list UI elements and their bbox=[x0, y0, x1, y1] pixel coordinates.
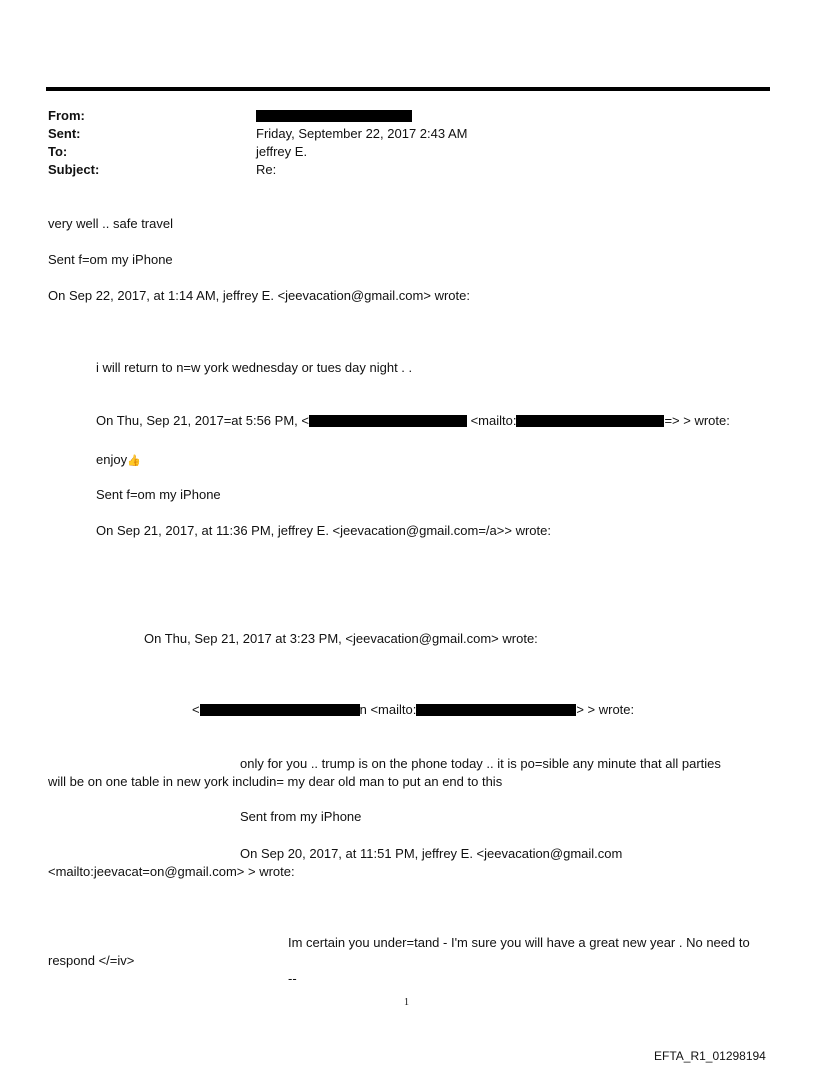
body-line: On Sep 22, 2017, at 1:14 AM, jeffrey E. <jeevacation@gmail.com> wrote: bbox=[48, 288, 470, 303]
quote-line: will be on one table in new york includin= my dear old man to put an end to this bbox=[48, 774, 503, 789]
quote-text: < bbox=[192, 702, 200, 717]
quote-text: <mailto: bbox=[466, 413, 517, 428]
quote-line bbox=[96, 452, 141, 469]
quote-text: enjoy bbox=[96, 452, 128, 467]
body-line: Sent f=om my iPhone bbox=[48, 252, 173, 267]
quote-line: <mailto:jeevacat=on@gmail.com> > wrote: bbox=[48, 864, 295, 879]
header-rule bbox=[46, 87, 770, 91]
quote-line: On Sep 21, 2017, at 11:36 PM, jeffrey E. <jeevacation@gmail.com=/a>> wrote: bbox=[96, 523, 551, 538]
quote-on-line bbox=[96, 413, 730, 429]
quote-text: > > wrote: bbox=[576, 702, 635, 717]
redaction-bar bbox=[309, 415, 467, 427]
quote-text: n bbox=[359, 702, 367, 717]
quote-line: i will return to n=w york wednesday or tues day night . . bbox=[96, 360, 413, 375]
to-value: jeffrey E. bbox=[256, 144, 308, 159]
from-value bbox=[256, 108, 412, 124]
quote-line: respond </=iv> bbox=[48, 953, 135, 968]
from-label: From: bbox=[48, 108, 85, 123]
quote-line: -- bbox=[288, 971, 297, 986]
quote-text: => > wrote: bbox=[664, 413, 730, 428]
sent-label: Sent: bbox=[48, 126, 81, 141]
quote-on-line bbox=[192, 702, 634, 718]
redaction-bar bbox=[416, 704, 576, 716]
to-label: To: bbox=[48, 144, 68, 159]
quote-line: On Sep 20, 2017, at 11:51 PM, jeffrey E. <jeevacation@gmail.com bbox=[240, 846, 623, 861]
sent-value: Friday, September 22, 2017 2:43 AM bbox=[256, 126, 468, 141]
page-number: 1 bbox=[404, 997, 409, 1008]
quote-line: Sent from my iPhone bbox=[240, 809, 362, 824]
quote-text: On Thu, Sep 21, 2017=at 5:56 PM, < bbox=[96, 413, 309, 428]
thumbs-up-icon: 👍 bbox=[127, 455, 141, 467]
quote-line: Im certain you under=tand - I'm sure you will have a great new year . No need to bbox=[288, 935, 750, 950]
subject-value: Re: bbox=[256, 162, 277, 177]
bates-number: EFTA_R1_01298194 bbox=[654, 1049, 766, 1063]
quote-line: Sent f=om my iPhone bbox=[96, 487, 221, 502]
quote-line: On Thu, Sep 21, 2017 at 3:23 PM, <jeevacation@gmail.com> wrote: bbox=[144, 631, 538, 646]
redaction-bar bbox=[516, 415, 664, 427]
subject-label: Subject: bbox=[48, 162, 100, 177]
body-line: very well .. safe travel bbox=[48, 216, 173, 231]
redaction-bar bbox=[200, 704, 360, 716]
quote-line: only for you .. trump is on the phone today .. it is po=sible any minute that all parties bbox=[240, 756, 721, 771]
quote-text: <mailto: bbox=[366, 702, 417, 717]
redaction-bar bbox=[256, 110, 412, 122]
